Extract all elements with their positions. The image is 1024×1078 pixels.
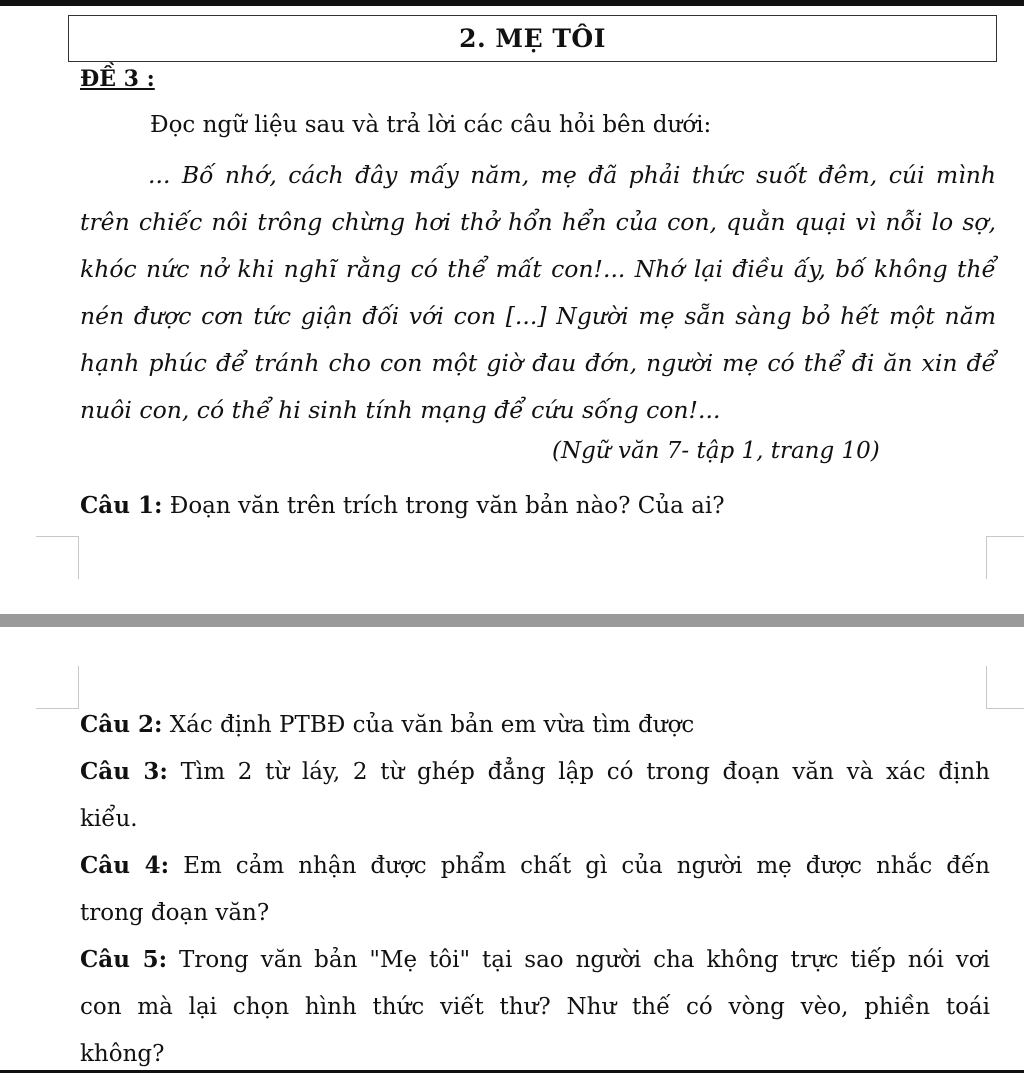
reading-passage	[80, 152, 996, 434]
page-break	[0, 614, 1024, 627]
question-5	[80, 936, 990, 1078]
page-title	[68, 15, 997, 62]
question-label: Câu 5:	[80, 946, 168, 973]
question-line: kiểu.	[80, 806, 138, 832]
question-2	[80, 701, 990, 749]
question-separator: :	[153, 492, 163, 519]
question-label: Câu 3	[80, 758, 160, 785]
top-border	[0, 0, 1024, 6]
question-line: trong đoạn văn?	[80, 900, 270, 926]
question-line: không?	[80, 1041, 165, 1067]
question-separator: :	[153, 711, 163, 738]
question-4	[80, 842, 990, 937]
question-line	[80, 842, 990, 890]
page-corner-mark	[986, 536, 1024, 579]
question-text: Đoạn văn trên trích trong văn bản nào? Của ai?	[169, 493, 725, 519]
passage-line: ... Bố nhớ, cách đây mấy năm, mẹ đã phải thức suốt đêm, cúi mình	[148, 161, 996, 189]
passage-line: hạnh phúc để tránh cho con một giờ đau đớn, người mẹ có thể đi ăn xin để	[80, 349, 996, 377]
question-3	[80, 748, 990, 843]
question-line	[80, 482, 990, 530]
question-line	[80, 748, 990, 796]
passage-line: nén được cơn tức giận đối với con [...] Người mẹ sẵn sàng bỏ hết một năm	[80, 302, 996, 330]
page-corner-mark	[986, 666, 1024, 709]
question-line	[80, 701, 990, 749]
question-label: Câu 2	[80, 711, 154, 738]
question-text: Trong văn bản "Mẹ tôi" tại sao người cha không trực tiếp nói vơi	[179, 947, 990, 973]
passage-source: (Ngữ văn 7- tập 1, trang 10)	[552, 438, 880, 464]
question-text: Xác định PTBĐ của văn bản em vừa tìm được	[169, 712, 695, 738]
page-title-text: 2. MẸ TÔI	[459, 24, 606, 53]
question-label: Câu 1	[80, 492, 154, 519]
question-line: con mà lại chọn hình thức viết thư? Như thế có vòng vèo, phiền toái	[80, 994, 990, 1020]
question-1	[80, 482, 990, 530]
passage-line: khóc nức nở khi nghĩ rằng có thể mất con!... Nhớ lại điều ấy, bố không thể	[80, 255, 996, 283]
question-line	[80, 936, 990, 984]
question-separator: :	[159, 758, 168, 785]
question-text: Tìm 2 từ láy, 2 từ ghép đẳng lập có trong đoạn văn và xác định	[180, 759, 990, 785]
instruction: Đọc ngữ liệu sau và trả lời các câu hỏi bên dưới:	[150, 112, 712, 138]
question-text: Em cảm nhận được phẩm chất gì của người mẹ được nhắc đến	[183, 853, 990, 879]
exam-label: ĐỀ 3 :	[80, 66, 155, 92]
question-label: Câu 4:	[80, 852, 170, 879]
page-corner-mark	[36, 536, 79, 579]
passage-line: trên chiếc nôi trông chừng hơi thở hổn hển của con, quằn quại vì nỗi lo sợ,	[80, 208, 996, 236]
passage-line: nuôi con, có thể hi sinh tính mạng để cứu sống con!...	[80, 396, 721, 424]
page-corner-mark	[36, 666, 79, 709]
